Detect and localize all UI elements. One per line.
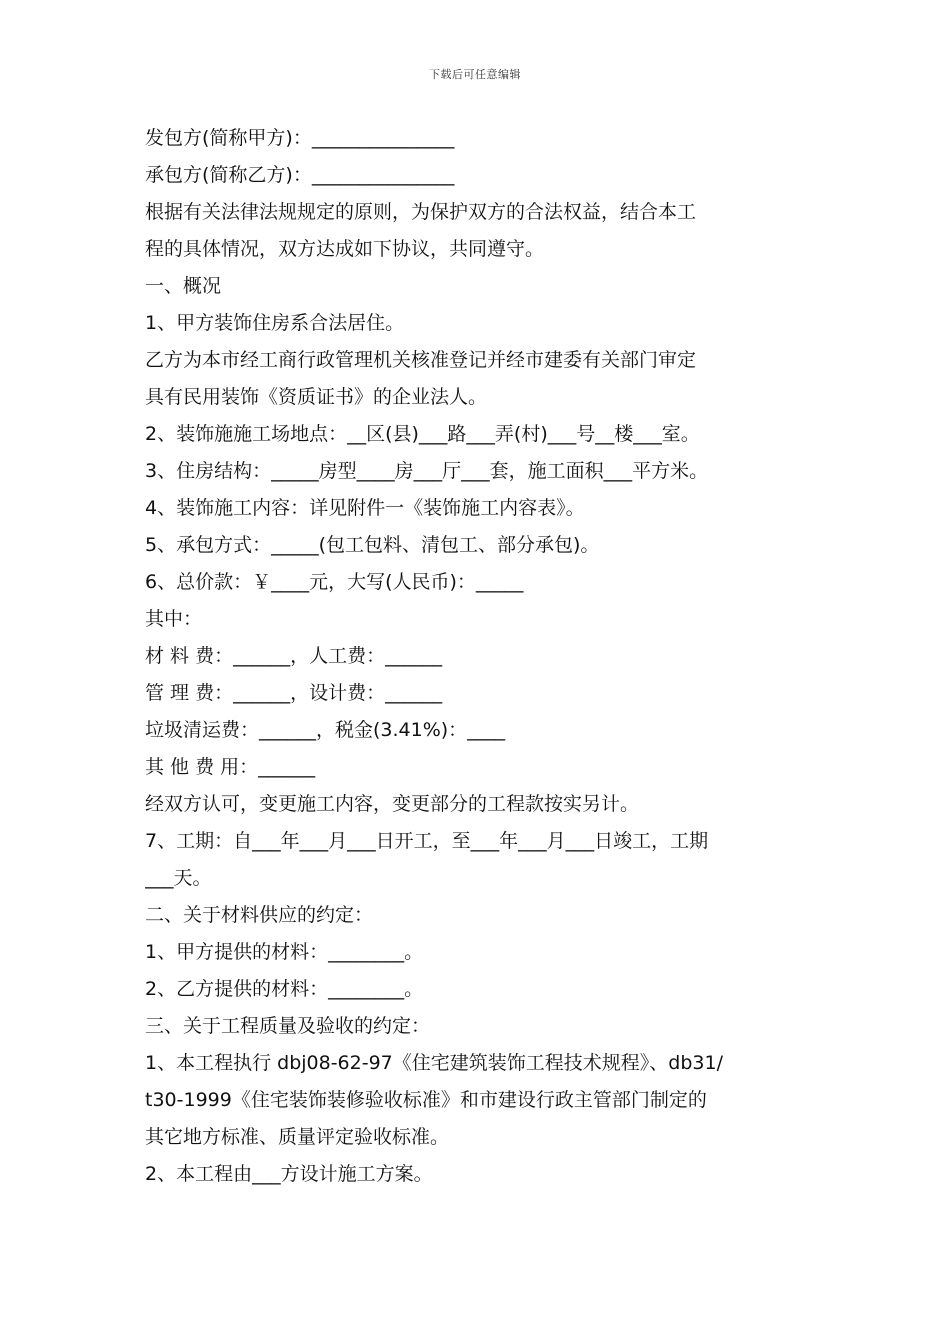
page-header: 下载后可任意编辑 — [429, 68, 521, 81]
doc-line-fee-waste-tax: 垃圾清运费：______，税金(3.41%)：____ — [145, 719, 506, 741]
doc-line-clause-1-5-mode: 5、承包方式：_____(包工包料、清包工、部分承包)。 — [145, 534, 600, 556]
doc-line-fee-material-labor: 材 料 费：______，人工费：______ — [145, 645, 443, 667]
doc-line-clause-3-2: 2、本工程由___方设计施工方案。 — [145, 1163, 433, 1185]
doc-line-clause-1-3-structure: 3、住房结构：_____房型____房___厅___套，施工面积___平方米。 — [145, 460, 709, 482]
doc-line-clause-1-1: 1、甲方装饰住房系合法居住。 — [145, 312, 405, 334]
doc-line-fee-other: 其 他 费 用：______ — [145, 756, 316, 778]
doc-line-clause-3-1-a: 1、本工程执行 dbj08-62-97《住宅建筑装饰工程技术规程》、db31/ — [145, 1052, 723, 1074]
section-heading-materials: 二、关于材料供应的约定： — [145, 904, 374, 926]
doc-line-clause-2-1: 1、甲方提供的材料：________。 — [145, 941, 424, 963]
document-body — [145, 120, 810, 1193]
doc-line-contractor-2: 具有民用装饰《资质证书》的企业法人。 — [145, 386, 488, 408]
doc-line-change-note: 经双方认可，变更施工内容，变更部分的工程款按实另计。 — [145, 793, 640, 815]
doc-line-preamble-1: 根据有关法律法规规定的原则，为保护双方的合法权益，结合本工 — [145, 201, 697, 223]
doc-line-clause-1-6-price: 6、总价款：￥____元，大写(人民币)：_____ — [145, 571, 524, 593]
doc-line-fee-management-design: 管 理 费：______，设计费：______ — [145, 682, 443, 704]
doc-line-contractor-1: 乙方为本市经工商行政管理机关核准登记并经市建委有关部门审定 — [145, 349, 697, 371]
section-heading-overview: 一、概况 — [145, 275, 222, 297]
doc-line-party-b: 承包方(简称乙方)：_______________ — [145, 164, 455, 186]
section-heading-quality: 三、关于工程质量及验收的约定： — [145, 1015, 431, 1037]
doc-line-clause-1-2-site: 2、装饰施施工场地点：__区(县)___路___弄(村)___号__楼___室。 — [145, 423, 700, 445]
doc-line-clause-1-4-content: 4、装饰施工内容：详见附件一《装饰施工内容表》。 — [145, 497, 585, 519]
doc-line-clause-1-7-period: 7、工期：自___年___月___日开工，至___年___月___日竣工，工期 — [145, 830, 709, 852]
doc-line-breakdown-label: 其中： — [145, 608, 203, 630]
doc-line-party-a: 发包方(简称甲方)：_______________ — [145, 127, 455, 149]
doc-line-clause-3-1-b: t30-1999《住宅装饰装修验收标准》和市建设行政主管部门制定的 — [145, 1089, 707, 1111]
doc-line-clause-1-7-days: ___天。 — [145, 867, 212, 889]
doc-line-preamble-2: 程的具体情况，双方达成如下协议，共同遵守。 — [145, 238, 545, 260]
doc-line-clause-2-2: 2、乙方提供的材料：________。 — [145, 978, 424, 1000]
doc-line-clause-3-1-c: 其它地方标准、质量评定验收标准。 — [145, 1126, 450, 1148]
